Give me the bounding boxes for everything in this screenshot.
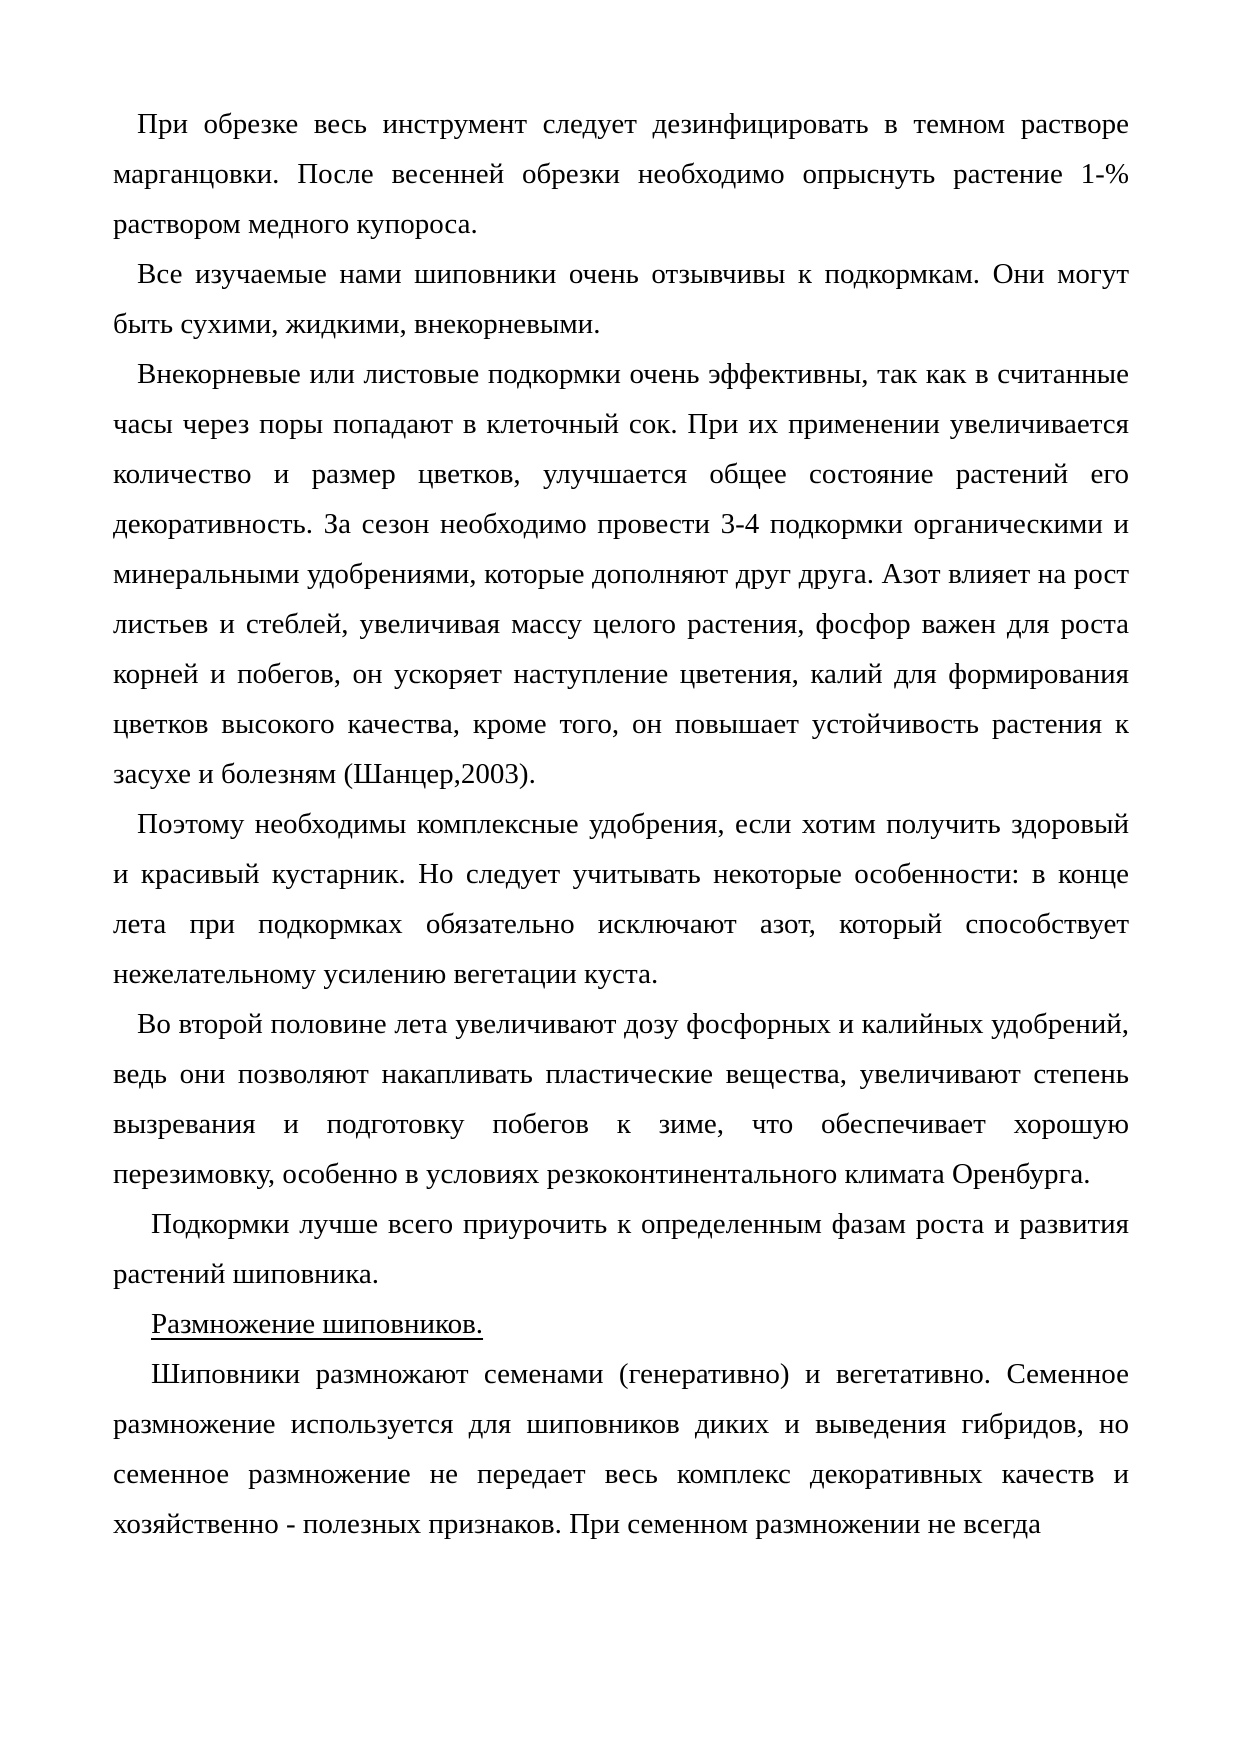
section-heading-propagation	[113, 1299, 1129, 1349]
paragraph-second-half-summer: Во второй половине лета увеличивают дозу фосфорных и калийных удобрений, ведь они позволяют накапливать пластические вещества, увеличивают степень вызревания и подготовку побегов к зиме, что обеспечивает хорошую перезимовку, особенно в условиях резкоконтинентального климата Оренбурга.	[113, 1008, 1129, 1190]
paragraph-feeding-types: Все изучаемые нами шиповники очень отзывчивы к подкормкам. Они могут быть сухими, жидкими, внекорневыми.	[113, 258, 1129, 340]
paragraph-pruning-disinfection: При обрезке весь инструмент следует дезинфицировать в темном растворе марганцовки. После весенней обрезки необходимо опрыснуть растение 1-% раствором медного купороса.	[113, 108, 1129, 240]
paragraph-foliar-feeding: Внекорневые или листовые подкормки очень эффективны, так как в считанные часы через поры попадают в клеточный сок. При их применении увеличивается количество и размер цветков, улучшается общее состояние растений его декоративность. За сезон необходимо провести 3-4 подкормки органическими и минеральными удобрениями, которые дополняют друг друга. Азот влияет на рост листьев и стеблей, увеличивая массу целого растения, фосфор важен для роста корней и побегов, он ускоряет наступление цветения, калий для формирования цветков высокого качества, кроме того, он повышает устойчивость растения к засухе и болезням (Шанцер,2003).	[113, 358, 1129, 790]
paragraph-complex-fertilizers: Поэтому необходимы комплексные удобрения, если хотим получить здоровый и красивый кустарник. Но следует учитывать некоторые особенности: в конце лета при подкормках обязательно исключают азот, который способствует нежелательному усилению вегетации куста.	[113, 808, 1129, 990]
paragraph-feeding-phases: Подкормки лучше всего приурочить к определенным фазам роста и развития растений шиповника.	[113, 1208, 1129, 1290]
section-heading-propagation-text: Размножение шиповников.	[151, 1308, 484, 1340]
paragraph-propagation-body: Шиповники размножают семенами (генеративно) и вегетативно. Семенное размножение используется для шиповников диких и выведения гибридов, но семенное размножение не передает весь комплекс декоративных качеств и хозяйственно - полезных признаков. При семенном размножении не всегда	[113, 1358, 1129, 1540]
document-text-block	[113, 99, 1129, 1549]
